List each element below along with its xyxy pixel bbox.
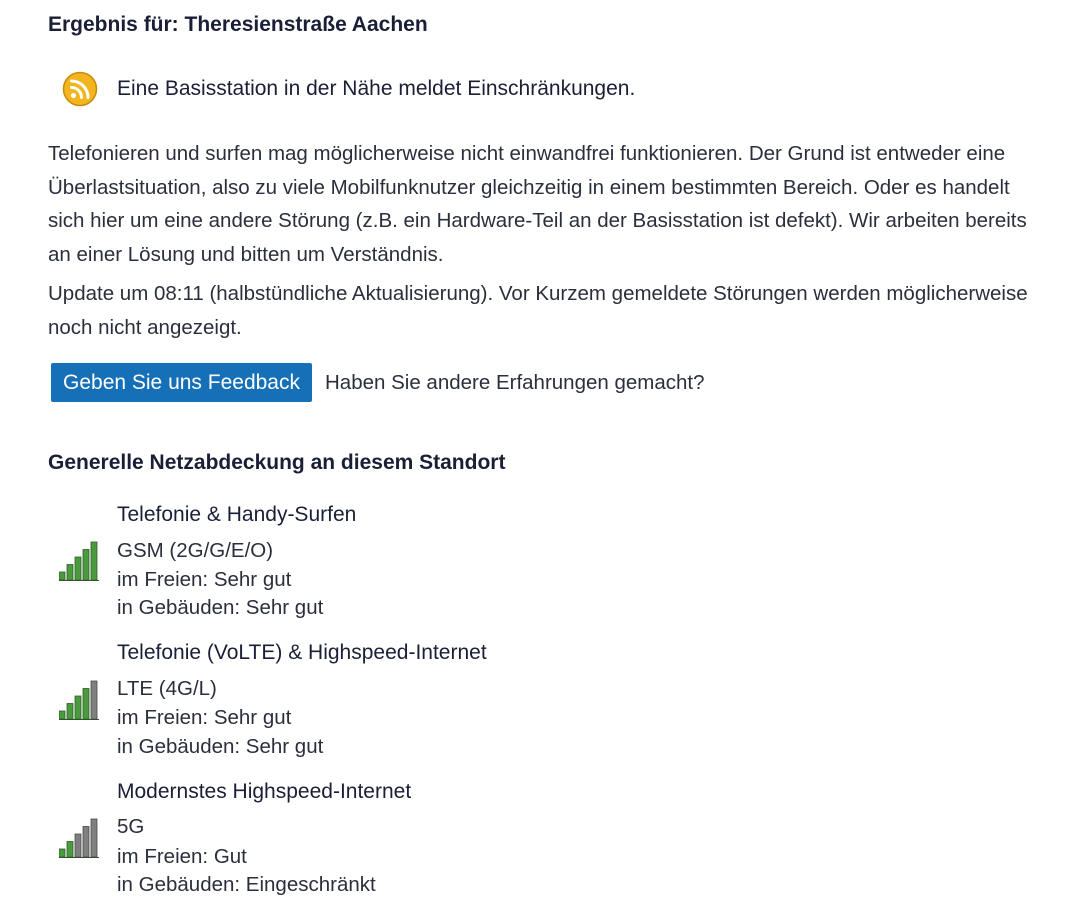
coverage-indoor: in Gebäuden: Sehr gut [117,735,324,758]
update-note: Update um 08:11 (halbstündliche Aktualisierung). Vor Kurzem gemeldete Störungen werden möglicherweise noch nicht angezeigt. [48,282,1028,339]
coverage-outdoor: im Freien: Sehr gut [117,568,292,591]
signal-strength-icon [59,680,101,720]
coverage-outdoor: im Freien: Sehr gut [117,706,292,729]
signal-broadcast-warning-icon [62,71,98,107]
coverage-item-gsm [48,503,748,633]
signal-bar [83,550,89,581]
coverage-technology: GSM (2G/G/E/O) [117,539,274,562]
disruption-description: Telefonieren und surfen mag möglicherweise nicht einwandfrei funktionieren. Der Grund ist entweder eine Überlastsituation, also zu viele Mobilfunknutzer gleichzeitig in einem bestimmten Bereich. Oder es handelt sich hier um eine andere Störung (z.B. ein Hardware-Teil an der Basisstation ist defekt). Wir arbeiten bereits an einer Lösung und bitten um Verständnis. [48,142,1027,266]
coverage-technology: 5G [117,815,145,838]
alert-row [62,71,635,107]
signal-bar [67,565,73,581]
coverage-indoor: in Gebäuden: Eingeschränkt [117,873,376,896]
coverage-heading: Modernstes Highspeed-Internet [117,780,412,803]
signal-bar [59,711,65,719]
coverage-item-5g [48,780,748,910]
result-title: Ergebnis für: Theresienstraße Aachen [48,13,428,36]
signal-bar [91,542,97,580]
coverage-outdoor: im Freien: Gut [117,845,247,868]
signal-bar [59,572,65,580]
feedback-button[interactable]: Geben Sie uns Feedback [51,363,312,402]
coverage-heading: Telefonie (VoLTE) & Highspeed-Internet [117,641,487,664]
alert-text: Eine Basisstation in der Nähe meldet Einschränkungen. [117,77,636,100]
signal-bar [75,834,81,857]
signal-bar [91,819,97,857]
signal-bar [91,681,97,719]
coverage-item-lte [48,641,748,771]
coverage-title: Generelle Netzabdeckung an diesem Standort [48,451,506,474]
signal-bar [83,827,89,858]
signal-bar [67,842,73,858]
signal-bar [75,696,81,719]
signal-bar [75,557,81,580]
coverage-heading: Telefonie & Handy-Surfen [117,503,357,526]
signal-strength-icon [59,818,101,858]
signal-bar [67,704,73,720]
coverage-technology: LTE (4G/L) [117,677,217,700]
feedback-question: Haben Sie andere Erfahrungen gemacht? [325,370,705,394]
coverage-indoor: in Gebäuden: Sehr gut [117,596,324,619]
signal-strength-icon [59,541,101,581]
signal-bar [83,689,89,720]
signal-bar [59,849,65,857]
feedback-row [51,363,705,402]
